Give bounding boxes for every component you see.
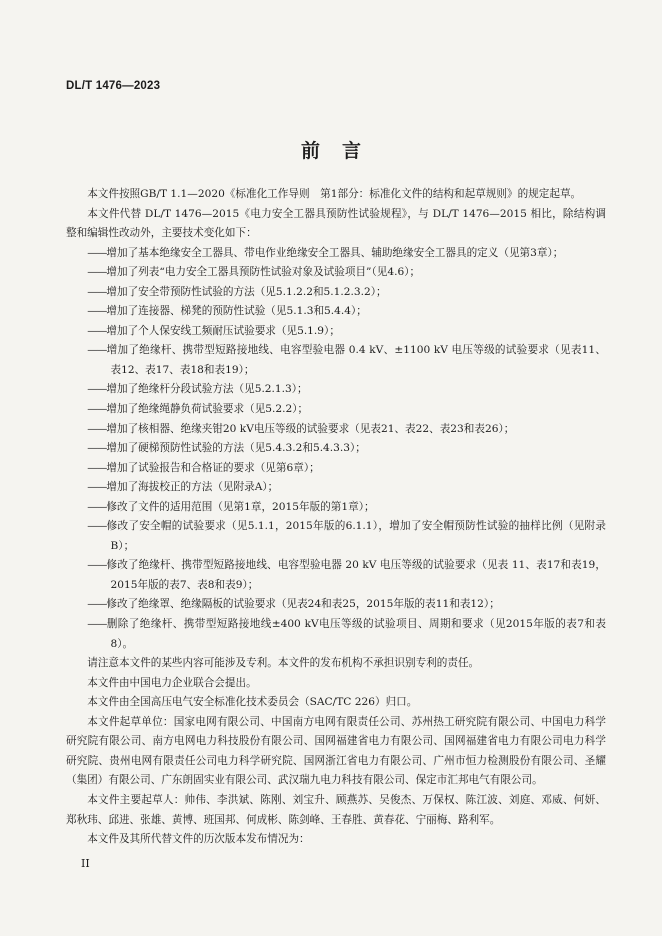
- list-item: ——增加了个人保安线工频耐压试验要求（见5.1.9）；: [87, 324, 340, 337]
- dash-marker: ——: [87, 266, 107, 279]
- list-item: ——增加了核相器、绝缘夹钳20 kV电压等级的试验要求（见表21、表22、表23和表26）；: [87, 422, 515, 435]
- proposer-statement: 本文件由中国电力企业联合会提出。: [87, 676, 257, 689]
- dash-marker: ——: [87, 559, 107, 572]
- list-item: ——删除了绝缘杆、携带型短路接地线±400 kV电压等级的试验项目、周期和要求（见2015年版的表7和表8）。: [87, 618, 606, 650]
- dash-marker: ——: [87, 383, 107, 396]
- patent-notice: 请注意本文件的某些内容可能涉及专利。本文件的发布机构不承担识别专利的责任。: [87, 657, 480, 670]
- dash-marker: ——: [87, 246, 107, 259]
- dash-marker: ——: [87, 285, 107, 298]
- intro-paragraph-2: 本文件代替 DL/T 1476—2015《电力安全工器具预防性试验规程》，与 DL/T 1476—2015 相比，除结构调整和编辑性改动外，主要技术变化如下：: [66, 207, 606, 240]
- dash-marker: ——: [87, 324, 107, 337]
- list-item: ——增加了绝缘杆、携带型短路接地线、电容型验电器 0.4 kV、±1100 kV 电压等级的试验要求（见表11、表12、表17、表18和表19）；: [87, 344, 606, 376]
- dash-marker: ——: [87, 442, 107, 455]
- dash-marker: ——: [87, 520, 107, 533]
- changes-list: [66, 244, 606, 654]
- list-item: ——修改了绝缘罩、绝缘隔板的试验要求（见表24和表25，2015年版的表11和表12）；: [87, 598, 500, 611]
- list-item: ——增加了绝缘绳静负荷试验要求（见5.2.2）；: [87, 403, 309, 416]
- list-item: ——修改了绝缘杆、携带型短路接地线、电容型验电器 20 kV 电压等级的试验要求（见表 11、表17和表19，2015年版的表7、表8和表9）；: [87, 559, 606, 591]
- dash-marker: ——: [87, 461, 107, 474]
- standard-code: DL/T 1476—2023: [66, 80, 161, 92]
- dash-marker: ——: [87, 618, 107, 631]
- list-item: ——增加了列表“电力安全工器具预防性试验对象及试验项目”（见4.6）；: [87, 266, 421, 279]
- drafters: 本文件主要起草人：帅伟、李洪斌、陈刚、刘宝升、顾燕苏、吴俊杰、万保权、陈江波、刘庭、邓威、何妍、郑秋玮、邱进、张雄、黄博、班国邦、何成彬、陈剑峰、王春胜、黄春花、宁丽梅、路利军。: [66, 793, 606, 826]
- list-item: ——增加了海拔校正的方法（见附录A）；: [87, 481, 279, 494]
- dash-marker: ——: [87, 403, 107, 416]
- page-title: 前言: [300, 140, 383, 162]
- list-item: ——增加了连接器、梯凳的预防性试验（见5.1.3和5.4.4）；: [87, 305, 367, 318]
- dash-marker: ——: [87, 422, 107, 435]
- list-item: ——修改了文件的适用范围（见第1章，2015年版的第1章）；: [87, 500, 375, 513]
- dash-marker: ——: [87, 305, 107, 318]
- list-item: ——增加了绝缘杆分段试验方法（见5.2.1.3）；: [87, 383, 308, 396]
- dash-marker: ——: [87, 344, 107, 357]
- version-history-intro: 本文件及其所代替文件的历次版本发布情况为：: [87, 833, 310, 846]
- document-body: [66, 185, 606, 850]
- intro-paragraph-1: 本文件按照GB/T 1.1—2020《标准化工作导则 第1部分：标准化文件的结构和起草规则》的规定起草。: [87, 188, 582, 200]
- list-item: ——增加了基本绝缘安全工器具、带电作业绝缘安全工器具、辅助绝缘安全工器具的定义（见第3章）；: [87, 246, 564, 259]
- drafting-units: 本文件起草单位：国家电网有限公司、中国南方电网有限责任公司、苏州热工研究院有限公司、中国电力科学研究院有限公司、南方电网电力科技股份有限公司、国网福建省电力有限公司、国网福建省电力有限公司电力科学研究院、贵州电网有限责任公司电力科学研究院、国网浙江省电力有限公司、广州市恒力检测股份有限公司、圣耀（集团）有限公司、广东朗固实业有限公司、武汉瑞九电力科技有限公司、保定市汇邦电气有限公司。: [66, 715, 606, 787]
- list-item: ——增加了试验报告和合格证的要求（见第6章）；: [87, 461, 320, 474]
- dash-marker: ——: [87, 481, 107, 494]
- list-item: ——增加了安全带预防性试验的方法（见5.1.2.2和5.1.2.3.2）；: [87, 285, 387, 298]
- list-item: ——增加了硬梯预防性试验的方法（见5.4.3.2和5.4.3.3）；: [87, 442, 366, 455]
- page-number: II: [81, 857, 90, 870]
- list-item: ——修改了安全帽的试验要求（见5.1.1，2015年版的6.1.1），增加了安全帽预防性试验的抽样比例（见附录B）；: [87, 520, 606, 552]
- dash-marker: ——: [87, 598, 107, 611]
- dash-marker: ——: [87, 500, 107, 513]
- committee-statement: 本文件由全国高压电气安全标准化技术委员会（SAC/TC 226）归口。: [87, 696, 418, 709]
